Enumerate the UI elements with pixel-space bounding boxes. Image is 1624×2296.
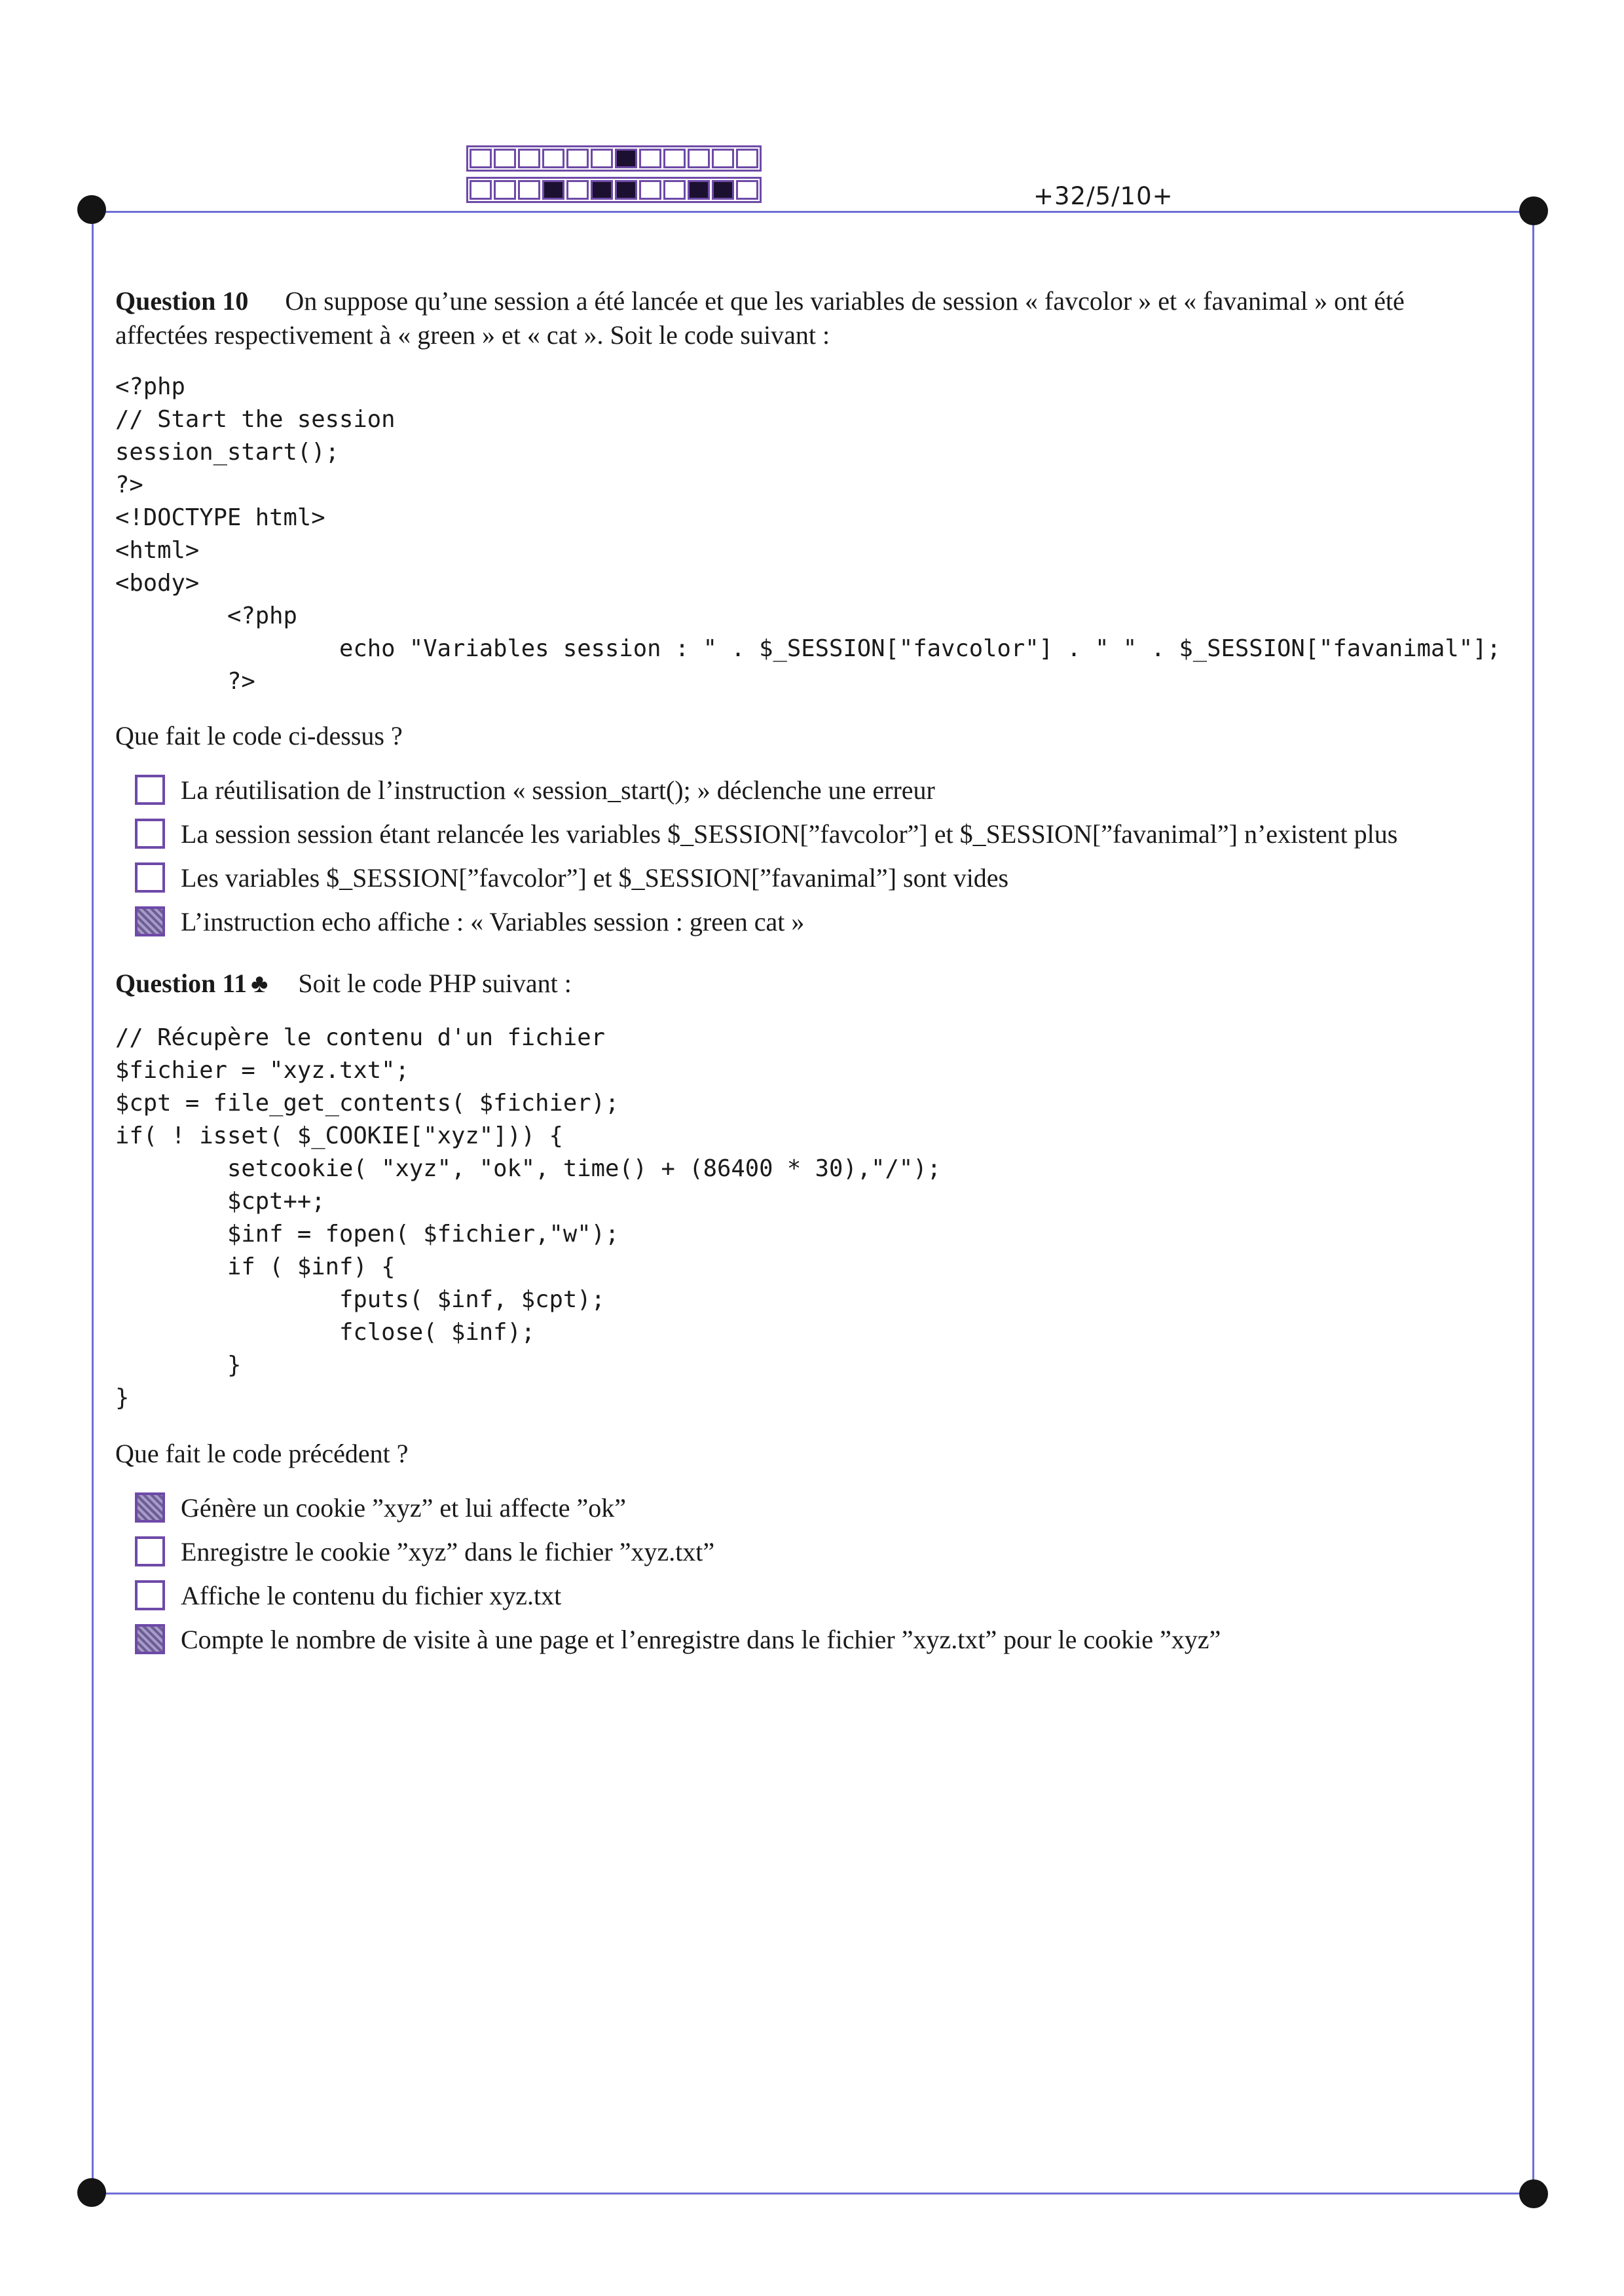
id-grid-cell [591,180,613,200]
id-grid-cell [736,180,758,200]
q11-option-2[interactable] [135,1534,714,1568]
corner-marker-top-right [1519,196,1548,225]
q10-option-1-label: La réutilisation de l’instruction « session_start(); » déclenche une erreur [181,775,935,805]
frame-top-line [93,211,1534,213]
id-grid-cell [736,149,758,168]
frame-right-line [1532,211,1534,2194]
question-10-intro-line-2: affectées respectivement à « green » et « cat ». Soit le code suivant : [115,320,830,350]
id-grid-cell [639,149,661,168]
corner-marker-top-left [77,195,106,224]
question-10-label: Question 10 [115,286,249,316]
q10-option-1-checkbox[interactable] [135,775,165,805]
id-grid-cell [542,149,564,168]
q11-option-1-checkbox[interactable] [135,1492,165,1523]
q10-option-3[interactable] [135,861,1008,895]
q10-option-3-label: Les variables $_SESSION[”favcolor”] et $_SESSION[”favanimal”] sont vides [181,862,1009,893]
question-10-prompt: Que fait le code ci-dessus ? [115,721,403,750]
q11-option-2-checkbox[interactable] [135,1536,165,1566]
q11-option-1[interactable] [135,1491,626,1525]
q10-option-3-checkbox[interactable] [135,862,165,893]
club-icon: ♣ [251,969,268,998]
q10-option-2[interactable] [135,817,1397,851]
id-grid-cell [494,180,516,200]
id-grid-cell [542,180,564,200]
corner-marker-bottom-right [1519,2179,1548,2208]
q11-option-4-label: Compte le nombre de visite à une page et l’enregistre dans le fichier ”xyz.txt” pour le cookie ”xyz” [181,1624,1221,1654]
corner-marker-bottom-left [77,2178,106,2207]
q11-option-3[interactable] [135,1578,561,1612]
q11-option-1-label: Génère un cookie ”xyz” et lui affecte ”ok” [181,1492,626,1523]
id-grid-cell [566,180,589,200]
id-grid-cell [518,180,540,200]
id-grid-cell [494,149,516,168]
id-grid-row-1 [466,145,762,172]
id-grid-cell [663,180,686,200]
q10-option-4-checkbox[interactable] [135,906,165,936]
id-grid-cell [566,149,589,168]
question-11-code-block: // Récupère le contenu d'un fichier $fichier = "xyz.txt"; $cpt = file_get_contents( $fichier); if( ! isset( $_COOKIE["xyz"])) { setcookie( "xyz", "ok", time() + (86400 * 30),"/"); $cpt++; $inf = fopen( $fichier,"w"); if ( $inf) { fputs( $inf, $cpt); fclose( $inf); } } [115,1024,941,1411]
id-grid-cell [470,180,492,200]
id-grid-cell [688,149,710,168]
q11-option-3-label: Affiche le contenu du fichier xyz.txt [181,1580,562,1610]
page-code: +32/5/10+ [1033,182,1173,210]
q11-option-3-checkbox[interactable] [135,1580,165,1610]
question-10-code-block: <?php // Start the session session_start(); ?> <!DOCTYPE html> <html> <body> <?php echo "Variables session : " . $_SESSION["favcolor"] . " " . $_SESSION["favanimal"]; ?> [115,373,1501,695]
frame-bottom-line [93,2193,1534,2194]
id-grid-cell [663,149,686,168]
id-grid-cell [688,180,710,200]
id-grid-cell [712,149,734,168]
id-grid-cell [591,149,613,168]
id-grid-cell [615,180,637,200]
id-grid-cell [615,149,637,168]
question-11-intro-text: Soit le code PHP suivant : [298,969,572,998]
q10-option-2-label: La session session étant relancée les variables $_SESSION[”favcolor”] et $_SESSION[”favanimal”] n’existent plus [181,819,1398,849]
q10-option-1[interactable] [135,773,935,807]
q10-option-4-label: L’instruction echo affiche : « Variables session : green cat » [181,906,805,936]
question-11-label: Question 11 [115,969,248,998]
id-grid-cell [712,180,734,200]
q11-option-4[interactable] [135,1622,1221,1656]
q11-option-2-label: Enregistre le cookie ”xyz” dans le fichier ”xyz.txt” [181,1536,715,1566]
question-10-intro-line-1: On suppose qu’une session a été lancée et que les variables de session « favcolor » et « favanimal » ont été [285,286,1405,316]
question-10-intro [115,284,1523,352]
id-grid-cell [639,180,661,200]
question-11-intro [115,967,1523,1001]
q10-option-2-checkbox[interactable] [135,819,165,849]
frame-left-line [92,211,94,2194]
q10-option-4[interactable] [135,904,804,938]
id-grid-cell [470,149,492,168]
q11-option-4-checkbox[interactable] [135,1624,165,1654]
question-11-prompt: Que fait le code précédent ? [115,1439,409,1468]
id-grid-row-2 [466,177,762,203]
id-grid-cell [518,149,540,168]
